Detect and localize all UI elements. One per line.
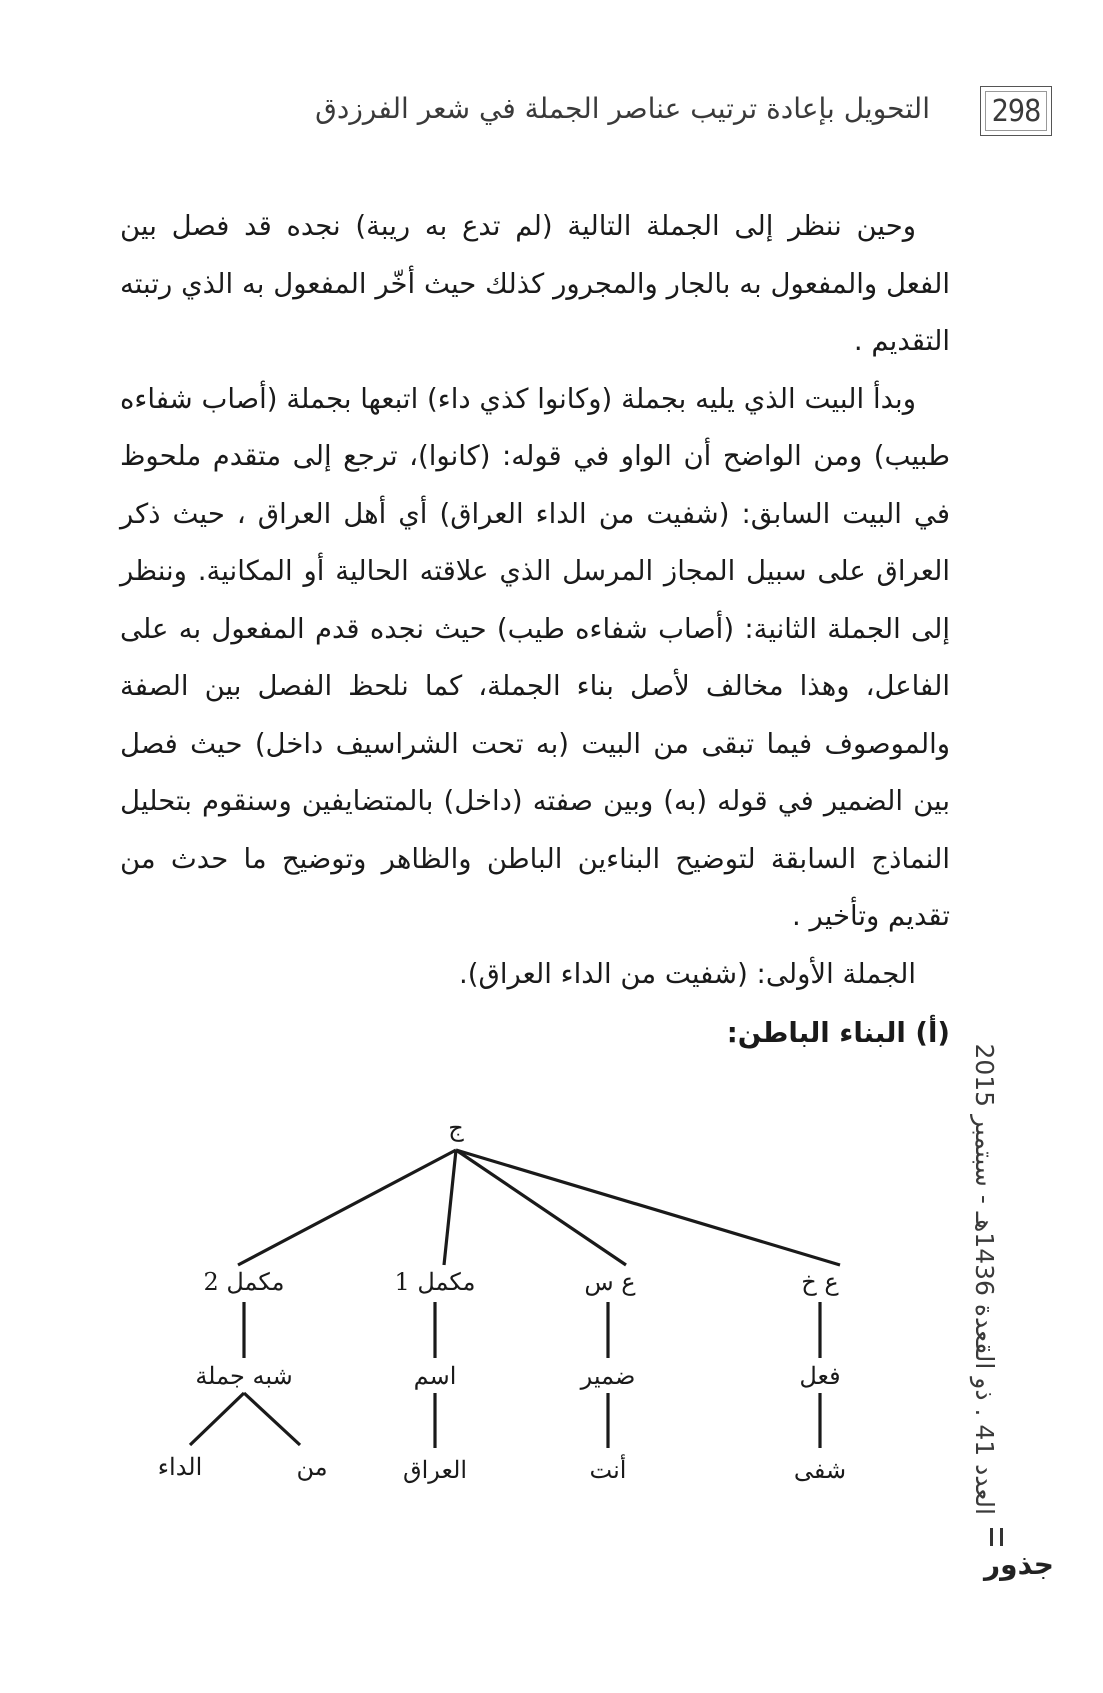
category-ism: اسم xyxy=(413,1362,457,1390)
node-complement1: مكمل 1 xyxy=(394,1268,476,1296)
sidebar-rule-2 xyxy=(1000,1528,1003,1546)
page-number: 298 xyxy=(991,93,1041,129)
leaf-shafa: شفى xyxy=(793,1456,847,1484)
node-predicate: ع خ xyxy=(801,1268,839,1296)
edge-shibh-right-leaf xyxy=(244,1393,300,1445)
edge-root-subject xyxy=(456,1150,626,1265)
paragraph-3: الجملة الأولى: (شفيت من الداء العراق). xyxy=(459,957,916,990)
tree-root: ج xyxy=(448,1114,464,1142)
article-body xyxy=(120,198,950,1063)
tree-edges xyxy=(190,1150,840,1448)
node-complement2: مكمل 2 xyxy=(203,1268,285,1296)
edge-shibh-left-leaf xyxy=(190,1393,244,1445)
edge-root-complement2 xyxy=(238,1150,456,1265)
edge-root-predicate xyxy=(456,1150,840,1265)
leaf-al-daa: الداء xyxy=(157,1453,203,1481)
section-heading: (أ) البناء الباطن: xyxy=(726,1017,950,1049)
page-number-box xyxy=(980,86,1052,136)
sidebar-issue-info: العدد 41 . ذو القعدة 1436هـ - سبتمبر 2015 xyxy=(970,1043,999,1515)
journal-logo: جذور xyxy=(984,1548,1054,1581)
sidebar-rule-1 xyxy=(990,1528,993,1546)
leaf-anta: أنت xyxy=(589,1456,627,1484)
category-shibh-jumla: شبه جملة xyxy=(195,1362,293,1390)
node-subject: ع س xyxy=(584,1268,636,1296)
running-header-title: التحويل بإعادة ترتيب عناصر الجملة في شعر الفرزدق xyxy=(315,92,930,125)
edge-root-complement1 xyxy=(444,1150,456,1265)
category-fiil: فعل xyxy=(799,1362,841,1390)
leaf-al-iraq: العراق xyxy=(402,1456,468,1484)
paragraph-2: وبدأ البيت الذي يليه بجملة (وكانوا كذي داء) اتبعها بجملة (أصاب شفاءه طبيب) ومن الواضح أن الواو في قوله: (كانوا)، ترجع إلى متقدم ملحوظ في البيت السابق: (شفيت من الداء العراق) أي أهل العراق ، حيث ذكر العراق على سبيل المجاز المرسل الذي علاقته الحالية أو المكانية. وننظر إلى الجملة الثانية: (أصاب شفاءه طيب) حيث نجده قدم المفعول به على الفاعل، وهذا مخالف لأصل بناء الجملة، كما نلحظ الفصل بين الصفة والموصوف فيما تبقى من البيت (به تحت الشراسيف داخل) حيث فصل بين الضمير في قوله (به) وبين صفته (داخل) بالمتضايفين وسنقوم بتحليل النماذج السابقة لتوضيح البناءين الباطن والظاهر وتوضيح ما حدث من تقديم وتأخير . xyxy=(120,382,950,932)
paragraph-1: وحين ننظر إلى الجملة التالية (لم تدع به ريبة) نجده قد فصل بين الفعل والمفعول به بالجار والمجرور كذلك حيث أخّر المفعول به الذي رتبته التقديم . xyxy=(120,210,950,357)
category-damir: ضمير xyxy=(580,1362,636,1390)
syntax-tree-diagram xyxy=(157,1090,920,1510)
leaf-min: من xyxy=(296,1453,328,1481)
